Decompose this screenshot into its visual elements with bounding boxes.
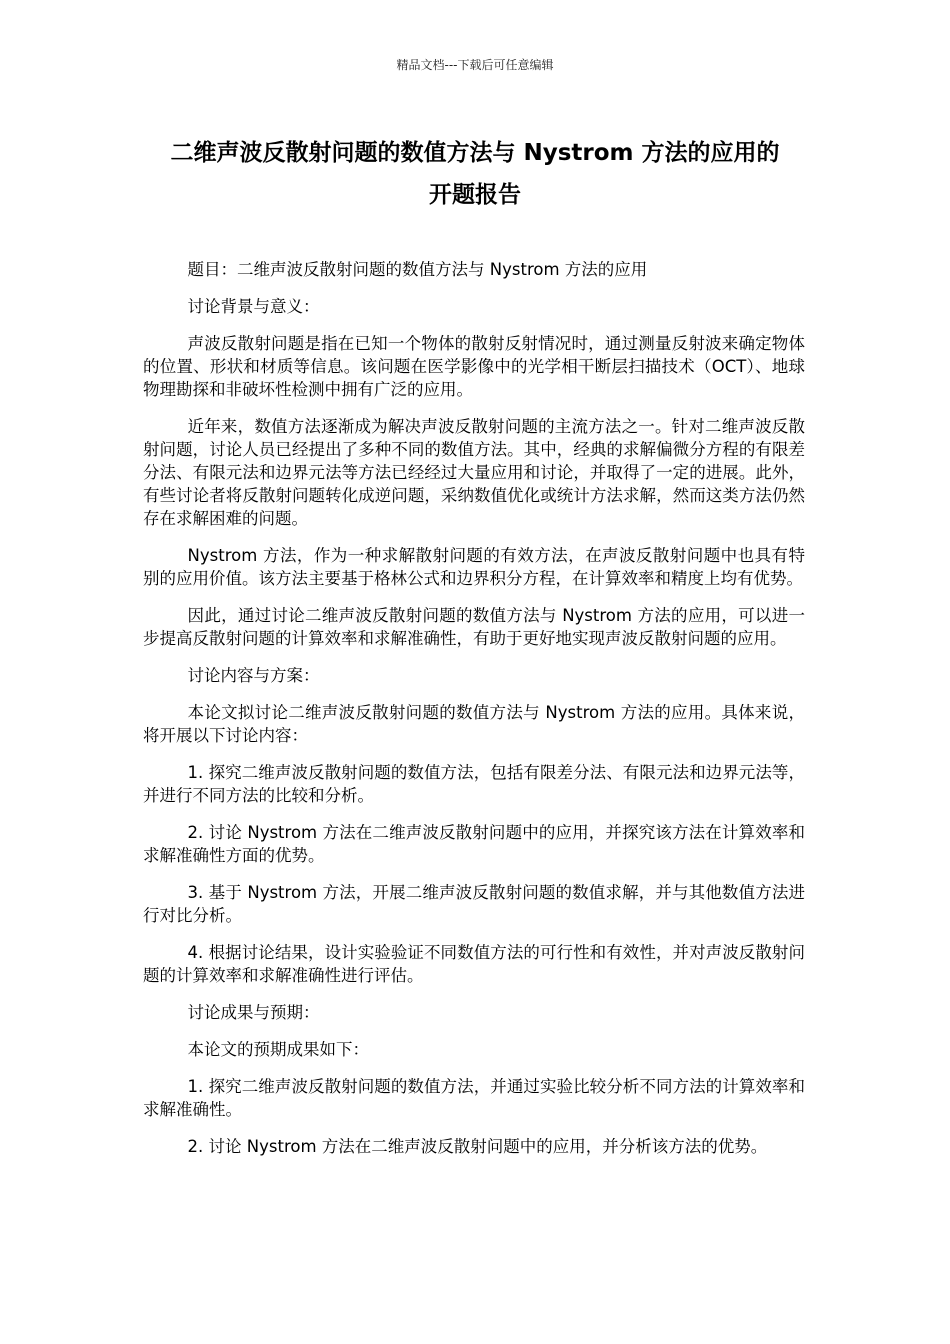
page-header-note: 精品文档---下载后可任意编辑 — [396, 58, 554, 72]
list-item: 1. 探究二维声波反散射问题的数值方法，并通过实验比较分析不同方法的计算效率和求解准确性。 — [143, 1077, 805, 1119]
section-heading-background: 讨论背景与意义： — [187, 297, 320, 316]
list-item: 2. 讨论 Nystrom 方法在二维声波反散射问题中的应用，并探究该方法在计算效率和求解准确性方面的优势。 — [143, 823, 805, 865]
document-title-line-2: 开题报告 — [429, 182, 521, 208]
document-title-line-1: 二维声波反散射问题的数值方法与 Nystrom 方法的应用的 — [170, 140, 780, 166]
paragraph: Nystrom 方法，作为一种求解散射问题的有效方法，在声波反散射问题中也具有特别的应用价值。该方法主要基于格林公式和边界积分方程，在计算效率和精度上均有优势。 — [143, 546, 805, 588]
document-title — [140, 132, 810, 216]
paragraph: 声波反散射问题是指在已知一个物体的散射反射情况时，通过测量反射波来确定物体的位置、形状和材质等信息。该问题在医学影像中的光学相干断层扫描技术（OCT）、地球物理勘探和非破坏性检测中拥有广泛的应用。 — [143, 334, 805, 399]
section-heading-outcomes: 讨论成果与预期： — [187, 1003, 320, 1022]
section-heading-content: 讨论内容与方案： — [187, 666, 320, 685]
list-item: 3. 基于 Nystrom 方法，开展二维声波反散射问题的数值求解，并与其他数值方法进行对比分析。 — [143, 883, 805, 925]
list-item: 1. 探究二维声波反散射问题的数值方法，包括有限差分法、有限元法和边界元法等，并进行不同方法的比较和分析。 — [143, 763, 805, 805]
paragraph: 本论文的预期成果如下： — [187, 1040, 370, 1059]
list-item: 2. 讨论 Nystrom 方法在二维声波反散射问题中的应用，并分析该方法的优势。 — [187, 1137, 768, 1156]
paragraph: 本论文拟讨论二维声波反散射问题的数值方法与 Nystrom 方法的应用。具体来说，将开展以下讨论内容： — [143, 703, 805, 745]
list-item: 4. 根据讨论结果，设计实验验证不同数值方法的可行性和有效性，并对声波反散射问题的计算效率和求解准确性进行评估。 — [143, 943, 805, 985]
paragraph: 因此，通过讨论二维声波反散射问题的数值方法与 Nystrom 方法的应用，可以进一步提高反散射问题的计算效率和求解准确性，有助于更好地实现声波反散射问题的应用。 — [143, 606, 805, 648]
document-body — [143, 258, 805, 1172]
subject-line: 题目：二维声波反散射问题的数值方法与 Nystrom 方法的应用 — [187, 260, 648, 279]
paragraph: 近年来，数值方法逐渐成为解决声波反散射问题的主流方法之一。针对二维声波反散射问题，讨论人员已经提出了多种不同的数值方法。其中，经典的求解偏微分方程的有限差分法、有限元法和边界元法等方法已经经过大量应用和讨论，并取得了一定的进展。此外，有些讨论者将反散射问题转化成逆问题，采纳数值优化或统计方法求解，然而这类方法仍然存在求解困难的问题。 — [143, 417, 805, 528]
